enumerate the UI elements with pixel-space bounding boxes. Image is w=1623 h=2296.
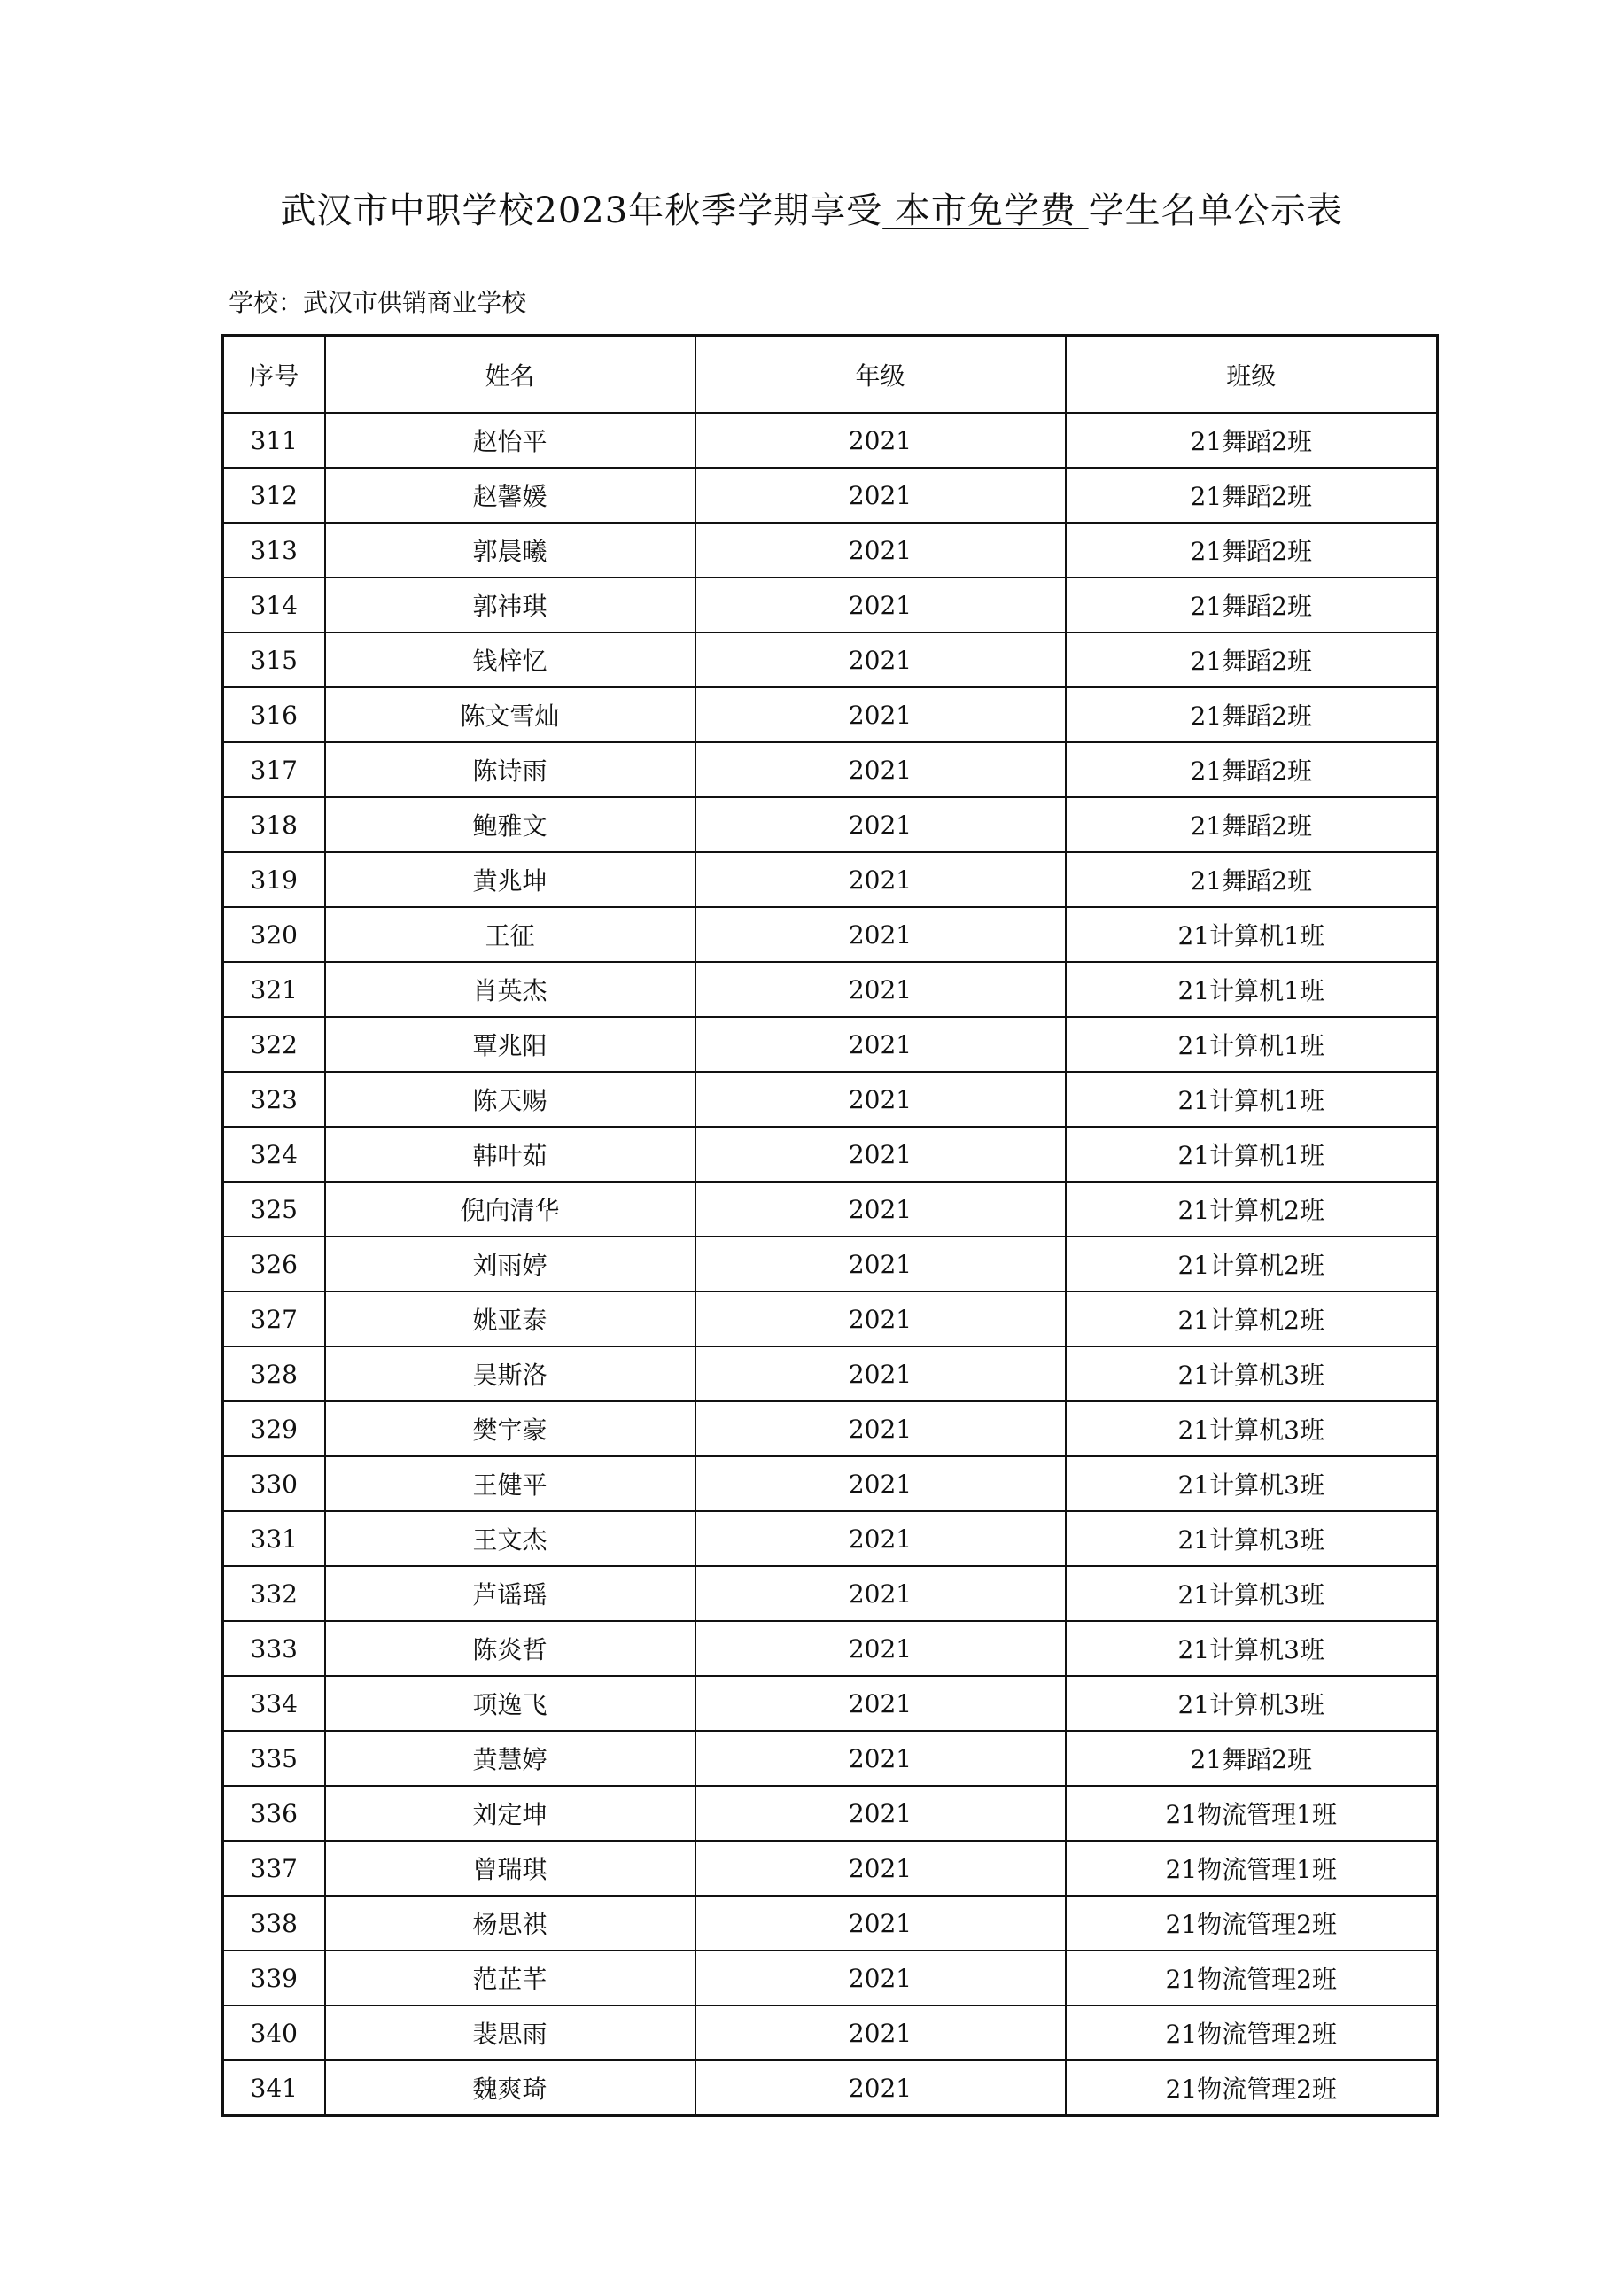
grade-cell: 2021 <box>695 1292 1066 1346</box>
table-row <box>223 1841 1438 1896</box>
table-row <box>223 907 1438 962</box>
header-class: 班级 <box>1066 336 1438 414</box>
name-cell: 陈文雪灿 <box>325 687 695 742</box>
class-cell: 21计算机1班 <box>1066 1017 1438 1072</box>
header-name: 姓名 <box>325 336 695 414</box>
grade-cell: 2021 <box>695 1841 1066 1896</box>
grade-cell: 2021 <box>695 523 1066 578</box>
name-cell: 钱梓忆 <box>325 632 695 687</box>
class-cell: 21物流管理2班 <box>1066 2060 1438 2116</box>
table-row <box>223 468 1438 523</box>
table-row <box>223 1566 1438 1621</box>
table-row <box>223 1127 1438 1182</box>
grade-cell: 2021 <box>695 962 1066 1017</box>
table-row <box>223 1456 1438 1511</box>
serial-cell: 311 <box>223 413 325 468</box>
class-cell: 21舞蹈2班 <box>1066 468 1438 523</box>
grade-cell: 2021 <box>695 1731 1066 1786</box>
name-cell: 郭祎琪 <box>325 578 695 632</box>
serial-cell: 325 <box>223 1182 325 1237</box>
serial-cell: 334 <box>223 1676 325 1731</box>
table-row <box>223 687 1438 742</box>
name-cell: 王健平 <box>325 1456 695 1511</box>
serial-cell: 313 <box>223 523 325 578</box>
table-row <box>223 742 1438 797</box>
header-row <box>223 336 1438 414</box>
name-cell: 杨思祺 <box>325 1896 695 1951</box>
header-grade: 年级 <box>695 336 1066 414</box>
title-underlined-term: 本市免学费 <box>882 190 1089 231</box>
table-row <box>223 1017 1438 1072</box>
table-row <box>223 1292 1438 1346</box>
serial-cell: 332 <box>223 1566 325 1621</box>
class-cell: 21物流管理1班 <box>1066 1786 1438 1841</box>
table-row <box>223 1731 1438 1786</box>
name-cell: 项逸飞 <box>325 1676 695 1731</box>
table-row <box>223 1676 1438 1731</box>
name-cell: 赵馨媛 <box>325 468 695 523</box>
class-cell: 21物流管理2班 <box>1066 1951 1438 2005</box>
class-cell: 21舞蹈2班 <box>1066 523 1438 578</box>
name-cell: 陈炎哲 <box>325 1621 695 1676</box>
grade-cell: 2021 <box>695 2005 1066 2060</box>
name-cell: 王文杰 <box>325 1511 695 1566</box>
table-row <box>223 1182 1438 1237</box>
class-cell: 21舞蹈2班 <box>1066 632 1438 687</box>
name-cell: 黄兆坤 <box>325 852 695 907</box>
grade-cell: 2021 <box>695 1621 1066 1676</box>
serial-cell: 326 <box>223 1237 325 1292</box>
serial-cell: 337 <box>223 1841 325 1896</box>
name-cell: 姚亚泰 <box>325 1292 695 1346</box>
grade-cell: 2021 <box>695 907 1066 962</box>
table-row <box>223 1401 1438 1456</box>
class-cell: 21舞蹈2班 <box>1066 742 1438 797</box>
class-cell: 21计算机3班 <box>1066 1456 1438 1511</box>
serial-cell: 327 <box>223 1292 325 1346</box>
table-row <box>223 413 1438 468</box>
serial-cell: 324 <box>223 1127 325 1182</box>
serial-cell: 316 <box>223 687 325 742</box>
grade-cell: 2021 <box>695 1896 1066 1951</box>
class-cell: 21计算机1班 <box>1066 962 1438 1017</box>
serial-cell: 331 <box>223 1511 325 1566</box>
name-cell: 芦谣瑶 <box>325 1566 695 1621</box>
table-row <box>223 852 1438 907</box>
grade-cell: 2021 <box>695 1401 1066 1456</box>
name-cell: 倪向清华 <box>325 1182 695 1237</box>
table-row <box>223 1072 1438 1127</box>
table-row <box>223 2005 1438 2060</box>
class-cell: 21计算机3班 <box>1066 1346 1438 1401</box>
serial-cell: 323 <box>223 1072 325 1127</box>
table-row <box>223 632 1438 687</box>
grade-cell: 2021 <box>695 1346 1066 1401</box>
name-cell: 陈诗雨 <box>325 742 695 797</box>
serial-cell: 312 <box>223 468 325 523</box>
class-cell: 21舞蹈2班 <box>1066 852 1438 907</box>
class-cell: 21物流管理2班 <box>1066 1896 1438 1951</box>
serial-cell: 317 <box>223 742 325 797</box>
name-cell: 郭晨曦 <box>325 523 695 578</box>
serial-cell: 320 <box>223 907 325 962</box>
serial-cell: 321 <box>223 962 325 1017</box>
class-cell: 21舞蹈2班 <box>1066 1731 1438 1786</box>
grade-cell: 2021 <box>695 1456 1066 1511</box>
grade-cell: 2021 <box>695 1786 1066 1841</box>
name-cell: 范芷芊 <box>325 1951 695 2005</box>
grade-cell: 2021 <box>695 687 1066 742</box>
name-cell: 黄慧婷 <box>325 1731 695 1786</box>
grade-cell: 2021 <box>695 1951 1066 2005</box>
header-serial: 序号 <box>223 336 325 414</box>
grade-cell: 2021 <box>695 1237 1066 1292</box>
class-cell: 21计算机3班 <box>1066 1566 1438 1621</box>
name-cell: 肖英杰 <box>325 962 695 1017</box>
class-cell: 21舞蹈2班 <box>1066 578 1438 632</box>
class-cell: 21计算机3班 <box>1066 1401 1438 1456</box>
grade-cell: 2021 <box>695 468 1066 523</box>
serial-cell: 340 <box>223 2005 325 2060</box>
name-cell: 刘雨婷 <box>325 1237 695 1292</box>
class-cell: 21舞蹈2班 <box>1066 797 1438 852</box>
table-body <box>223 413 1438 2116</box>
title-suffix: 学生名单公示表 <box>1088 190 1343 231</box>
table-row <box>223 523 1438 578</box>
class-cell: 21计算机2班 <box>1066 1292 1438 1346</box>
name-cell: 赵怡平 <box>325 413 695 468</box>
table-row <box>223 1346 1438 1401</box>
name-cell: 樊宇豪 <box>325 1401 695 1456</box>
table-row <box>223 1621 1438 1676</box>
grade-cell: 2021 <box>695 1017 1066 1072</box>
grade-cell: 2021 <box>695 1676 1066 1731</box>
name-cell: 陈天赐 <box>325 1072 695 1127</box>
class-cell: 21舞蹈2班 <box>1066 413 1438 468</box>
class-cell: 21计算机1班 <box>1066 907 1438 962</box>
class-cell: 21计算机3班 <box>1066 1621 1438 1676</box>
grade-cell: 2021 <box>695 1182 1066 1237</box>
class-cell: 21计算机3班 <box>1066 1511 1438 1566</box>
school-line <box>229 285 526 321</box>
table-row <box>223 1951 1438 2005</box>
serial-cell: 333 <box>223 1621 325 1676</box>
serial-cell: 335 <box>223 1731 325 1786</box>
serial-cell: 318 <box>223 797 325 852</box>
serial-cell: 322 <box>223 1017 325 1072</box>
table-row <box>223 1786 1438 1841</box>
table-row <box>223 797 1438 852</box>
grade-cell: 2021 <box>695 632 1066 687</box>
name-cell: 刘定坤 <box>325 1786 695 1841</box>
grade-cell: 2021 <box>695 1511 1066 1566</box>
serial-cell: 336 <box>223 1786 325 1841</box>
class-cell: 21计算机3班 <box>1066 1676 1438 1731</box>
serial-cell: 314 <box>223 578 325 632</box>
page-title <box>0 184 1623 237</box>
name-cell: 魏爽琦 <box>325 2060 695 2116</box>
grade-cell: 2021 <box>695 1566 1066 1621</box>
grade-cell: 2021 <box>695 1127 1066 1182</box>
title-prefix: 武汉市中职学校2023年秋季学期享受 <box>280 190 883 231</box>
school-label: 学校： <box>229 288 304 317</box>
class-cell: 21计算机1班 <box>1066 1127 1438 1182</box>
grade-cell: 2021 <box>695 1072 1066 1127</box>
class-cell: 21舞蹈2班 <box>1066 687 1438 742</box>
class-cell: 21物流管理1班 <box>1066 1841 1438 1896</box>
grade-cell: 2021 <box>695 797 1066 852</box>
table-row <box>223 1237 1438 1292</box>
name-cell: 韩叶茹 <box>325 1127 695 1182</box>
class-cell: 21计算机1班 <box>1066 1072 1438 1127</box>
student-list-table <box>221 334 1439 2117</box>
table-header <box>223 336 1438 414</box>
table-row <box>223 1896 1438 1951</box>
school-name: 武汉市供销商业学校 <box>303 288 527 317</box>
table-row <box>223 962 1438 1017</box>
serial-cell: 341 <box>223 2060 325 2116</box>
serial-cell: 328 <box>223 1346 325 1401</box>
table-row <box>223 1511 1438 1566</box>
class-cell: 21计算机2班 <box>1066 1237 1438 1292</box>
grade-cell: 2021 <box>695 742 1066 797</box>
name-cell: 曾瑞琪 <box>325 1841 695 1896</box>
class-cell: 21计算机2班 <box>1066 1182 1438 1237</box>
serial-cell: 329 <box>223 1401 325 1456</box>
name-cell: 王征 <box>325 907 695 962</box>
name-cell: 鲍雅文 <box>325 797 695 852</box>
serial-cell: 330 <box>223 1456 325 1511</box>
grade-cell: 2021 <box>695 852 1066 907</box>
serial-cell: 315 <box>223 632 325 687</box>
class-cell: 21物流管理2班 <box>1066 2005 1438 2060</box>
serial-cell: 339 <box>223 1951 325 2005</box>
table-row <box>223 578 1438 632</box>
name-cell: 裴思雨 <box>325 2005 695 2060</box>
name-cell: 覃兆阳 <box>325 1017 695 1072</box>
grade-cell: 2021 <box>695 413 1066 468</box>
name-cell: 吴斯洛 <box>325 1346 695 1401</box>
table-row <box>223 2060 1438 2116</box>
grade-cell: 2021 <box>695 2060 1066 2116</box>
grade-cell: 2021 <box>695 578 1066 632</box>
serial-cell: 338 <box>223 1896 325 1951</box>
serial-cell: 319 <box>223 852 325 907</box>
